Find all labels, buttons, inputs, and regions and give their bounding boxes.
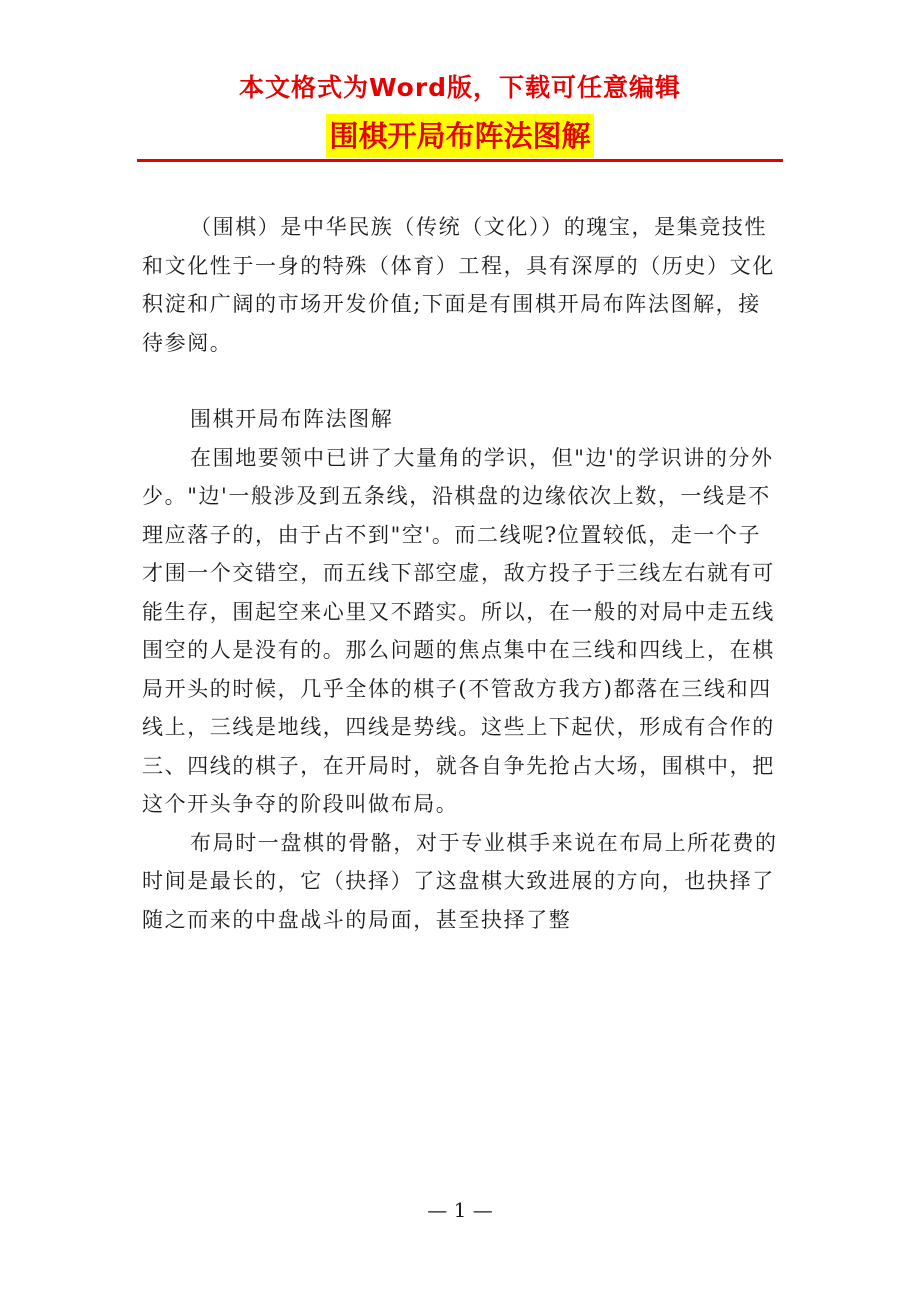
body-paragraph-2: 布局时一盘棋的骨骼，对于专业棋手来说在布局上所花费的时间是最长的，它（抉择）了这盘棋大致进展的方向，也抉择了随之而来的中盘战斗的局面，甚至抉择了整 (142, 830, 778, 932)
page-number: — 1 — (427, 1198, 493, 1222)
paragraph-spacer (142, 362, 782, 400)
format-notice-banner: 本文格式为Word版，下载可任意编辑 (238, 73, 682, 102)
title-divider (137, 159, 783, 162)
document-body (142, 208, 782, 939)
title-container (0, 114, 920, 158)
document-title: 围棋开局布阵法图解 (326, 114, 593, 158)
section-subheading: 围棋开局布阵法图解 (190, 407, 394, 431)
body-paragraph-1: 在围地要领中已讲了大量角的学识，但"边'的学识讲的分外少。"边'一般涉及到五条线，沿棋盘的边缘依次上数，一线是不理应落子的，由于占不到"空'。而二线呢?位置较低，走一个子才围一个交错空，而五线下部空虚，敌方投子于三线左右就有可能生存，围起空来心里又不踏实。所以，在一般的对局中走五线围空的人是没有的。那么问题的焦点集中在三线和四线上，在棋局开头的时候，几乎全体的棋子(不管敌方我方)都落在三线和四线上，三线是地线，四线是势线。这些上下起伏，形成有合作的三、四线的棋子，在开局时，就各自争先抢占大场，围棋中，把这个开头争夺的阶段叫做布局。 (142, 445, 775, 816)
intro-paragraph: （围棋）是中华民族（传统（文化））的瑰宝，是集竞技性和文化性于一身的特殊（体育）工程，具有深厚的（历史）文化积淀和广阔的市场开发价值;下面是有围棋开局布阵法图解，接待参阅。 (142, 215, 775, 355)
